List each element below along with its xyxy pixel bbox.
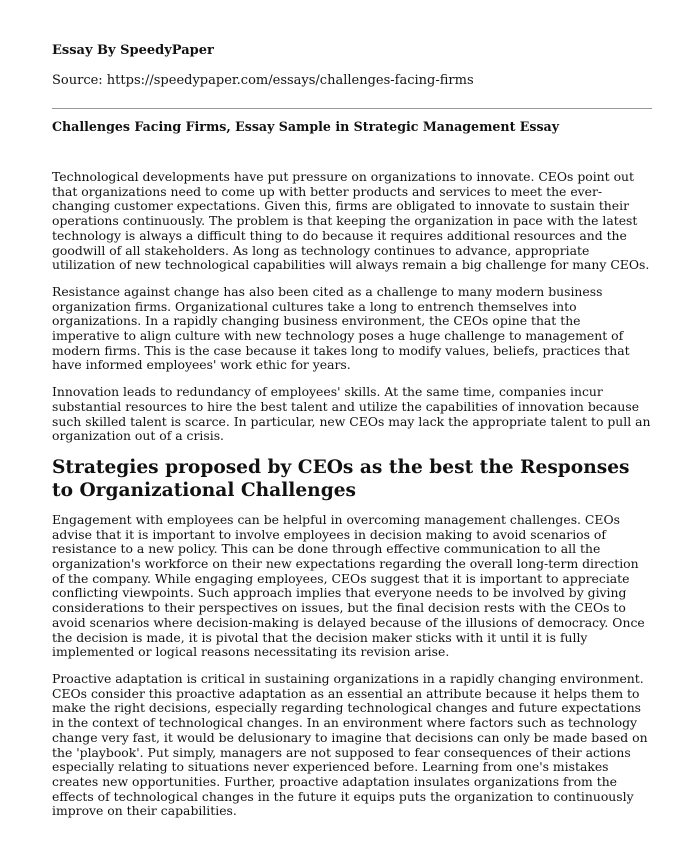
header-divider <box>52 108 652 109</box>
document-title: Challenges Facing Firms, Essay Sample in Strategic Management Essay <box>52 119 560 134</box>
paragraph: Engagement with employees can be helpful in overcoming management challenges. CEOs advise that it is important to involve employees in decision making to avoid scenarios of resistance to a new policy. This can be done through effective communication to all the organization's workforce on their new expectations regarding the overall long-term direction of the company. While engaging employees, CEOs suggest that it is important to appreciate conflicting viewpoints. Such approach implies that everyone needs to be involved by giving considerations to their perspectives on issues, but the final decision rests with the CEOs to avoid scenarios where decision-making is delayed because of the illusions of democracy. Once the decision is made, it is pivotal that the decision maker sticks with it until it is fully implemented or logical reasons necessitating its revision arise. <box>52 511 645 660</box>
section-heading: Strategies proposed by CEOs as the best the Responses to Organizational Challenges <box>52 456 630 501</box>
brand-label: Essay By SpeedyPaper <box>52 43 214 58</box>
paragraph: Resistance against change has also been cited as a challenge to many modern business organization firms. Organizational cultures take a long to entrench themselves into organizations. In a rapidly changing business environment, the CEOs opine that the imperative to align culture with new technology poses a huge challenge to management of modern firms. This is the case because it takes long to modify values, beliefs, practices that have informed employees' work ethic for years. <box>52 283 630 373</box>
paragraph: Technological developments have put pressure on organizations to innovate. CEOs point out that organizations need to come up with better products and services to meet the ever-changing customer expectations. Given this, firms are obligated to innovate to sustain their operations continuously. The problem is that keeping the organization in pace with the latest technology is always a difficult thing to do because it requires additional resources and the goodwill of all stakeholders. As long as technology continues to advance, appropriate utilization of new technological capabilities will always remain a big challenge for many CEOs. <box>52 169 650 273</box>
document-body <box>52 170 652 831</box>
source-line: Source: https://speedypaper.com/essays/challenges-facing-firms <box>52 73 474 88</box>
paragraph: Proactive adaptation is critical in sustaining organizations in a rapidly changing environment. CEOs consider this proactive adaptation as an essential an attribute because it helps them to make the right decisions, especially regarding technological changes and future expectations in the context of technological changes. In an environment where factors such as technology change very fast, it would be delusionary to imagine that decisions can only be made based on the 'playbook'. Put simply, managers are not supposed to fear consequences of their actions especially relating to situations never experienced before. Learning from one's mistakes creates new opportunities. Further, proactive adaptation insulates organizations from the effects of technological changes in the future it equips puts the organization to continuously improve on their capabilities. <box>52 670 648 819</box>
paragraph: Innovation leads to redundancy of employees' skills. At the same time, companies incur substantial resources to hire the best talent and utilize the capabilities of innovation because such skilled talent is scarce. In particular, new CEOs may lack the appropriate talent to pull an organization out of a crisis. <box>52 384 651 444</box>
